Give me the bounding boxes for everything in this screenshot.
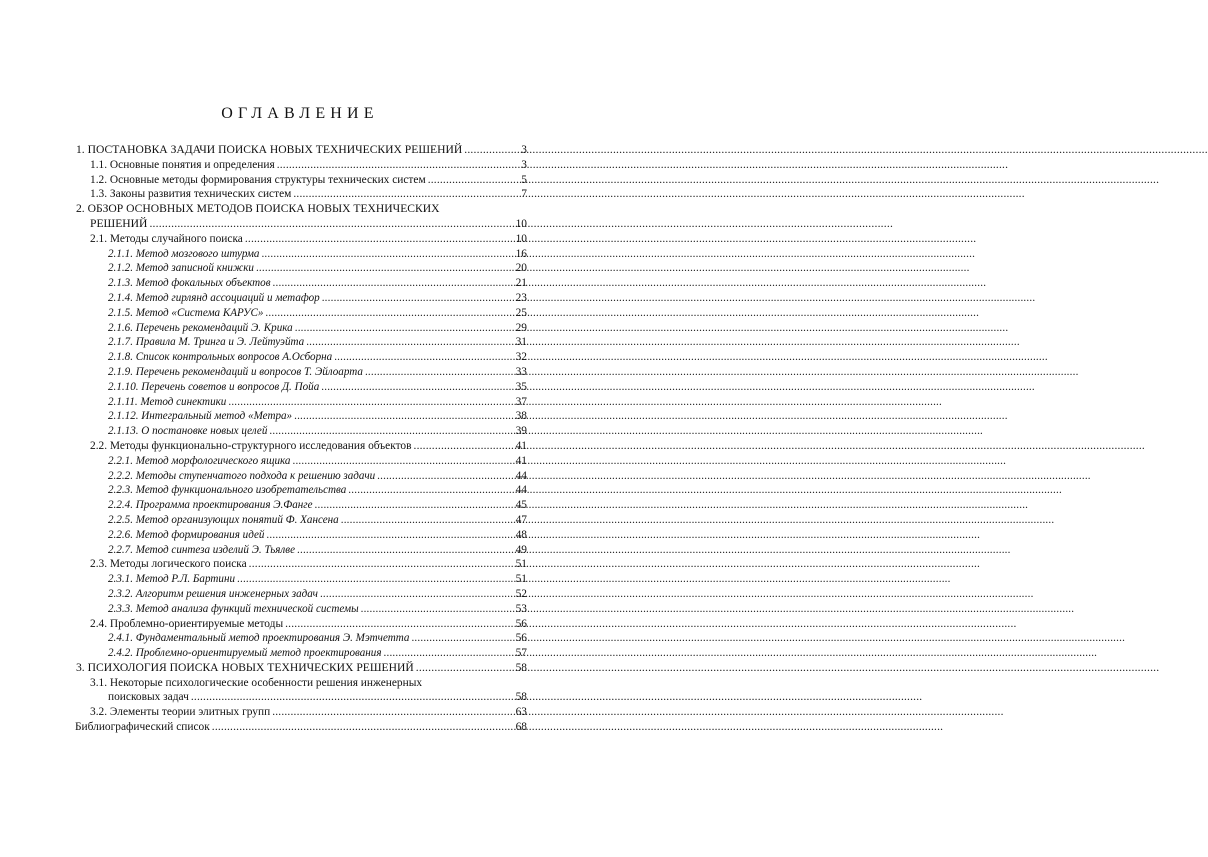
toc-entry-page-number: 51 bbox=[515, 573, 527, 586]
toc-entry[interactable] bbox=[0, 631, 600, 646]
toc-entry-title: 2.4.1. Фундаментальный метод проектирования Э. Мэтчетта bbox=[108, 632, 410, 645]
toc-entry[interactable] bbox=[0, 454, 600, 469]
dot-leader bbox=[341, 513, 514, 528]
toc-entry[interactable] bbox=[0, 705, 600, 720]
toc-entry-page-number: 35 bbox=[515, 380, 527, 393]
dot-leader bbox=[228, 395, 513, 410]
toc-entry[interactable] bbox=[0, 498, 600, 513]
toc-entry-page-number: 56 bbox=[515, 617, 527, 630]
dot-leader bbox=[249, 557, 514, 572]
toc-entry[interactable] bbox=[0, 469, 600, 484]
toc-entry-title: 2.1.13. О постановке новых целей bbox=[108, 425, 268, 438]
toc-entry-page-number: 38 bbox=[515, 410, 527, 423]
dot-leader bbox=[256, 261, 514, 276]
dot-leader bbox=[334, 350, 513, 365]
toc-entry-page-number: 53 bbox=[515, 602, 527, 615]
toc-entry-page-number: 57 bbox=[515, 647, 527, 660]
dot-leader bbox=[261, 247, 513, 262]
dot-leader bbox=[322, 291, 514, 306]
toc-entry[interactable] bbox=[0, 439, 600, 454]
dot-leader bbox=[191, 690, 514, 705]
dot-leader bbox=[295, 321, 514, 336]
toc-entry-page-number: 58 bbox=[515, 661, 527, 674]
toc-entry-title: 2.1.3. Метод фокальных объектов bbox=[108, 277, 271, 290]
toc-entry-title: 3.2. Элементы теории элитных групп bbox=[90, 706, 271, 719]
toc-entry[interactable] bbox=[0, 321, 600, 336]
toc-entry[interactable] bbox=[0, 676, 600, 706]
toc-entry[interactable] bbox=[0, 617, 600, 632]
toc-entry-page-number: 25 bbox=[515, 306, 527, 319]
dot-leader bbox=[365, 365, 514, 380]
toc-entry-title: 2.1.7. Правила М. Тринга и Э. Лейтуэйта bbox=[108, 336, 305, 349]
toc-entry-page-number: 58 bbox=[515, 691, 527, 704]
toc-entry-title-line2: поисковых задач bbox=[108, 691, 189, 704]
toc-entry-title: 2.2.7. Метод синтеза изделий Э. Тьялве bbox=[108, 543, 295, 556]
toc-entry-title: 2.1.4. Метод гирлянд ассоциаций и метафор bbox=[108, 291, 320, 304]
toc-entry[interactable] bbox=[0, 261, 600, 276]
dot-leader bbox=[245, 232, 514, 247]
dot-leader bbox=[269, 424, 513, 439]
dot-leader bbox=[237, 572, 514, 587]
toc-entry[interactable] bbox=[0, 543, 600, 558]
dot-leader bbox=[285, 617, 513, 632]
toc-entry[interactable] bbox=[0, 380, 600, 395]
toc-entry[interactable] bbox=[0, 247, 600, 262]
dot-leader bbox=[315, 498, 514, 513]
toc-entry[interactable] bbox=[0, 424, 600, 439]
toc-entry[interactable] bbox=[0, 661, 600, 676]
toc-entry-page-number: 52 bbox=[515, 587, 527, 600]
toc-entry[interactable] bbox=[0, 187, 600, 202]
toc-entry-title: 2.1.6. Перечень рекомендаций Э. Крика bbox=[108, 321, 293, 334]
dot-leader bbox=[273, 276, 514, 291]
document-page bbox=[0, 0, 600, 857]
toc-entry-title: 2.1.2. Метод записной книжки bbox=[108, 262, 254, 275]
toc-entry-page-number: 45 bbox=[515, 499, 527, 512]
toc-entry-page-number: 10 bbox=[515, 232, 527, 245]
toc-entry-title: 1. ПОСТАНОВКА ЗАДАЧИ ПОИСКА НОВЫХ ТЕХНИЧЕСКИХ РЕШЕНИЙ bbox=[76, 143, 463, 156]
toc-entry-page-number: 39 bbox=[515, 425, 527, 438]
toc-entry-page-number: 44 bbox=[515, 484, 527, 497]
dot-leader bbox=[414, 439, 514, 454]
dot-leader bbox=[411, 631, 513, 646]
toc-entry-page-number: 48 bbox=[515, 528, 527, 541]
toc-entry[interactable] bbox=[0, 306, 600, 321]
toc-entry-title: 2.1.10. Перечень советов и вопросов Д. Пойа bbox=[108, 380, 320, 393]
toc-entry[interactable] bbox=[0, 646, 600, 661]
toc-entry-title: 2.1.12. Интегральный метод «Метра» bbox=[108, 410, 293, 423]
toc-entry-page-number: 21 bbox=[515, 277, 527, 290]
toc-entry-page-number: 31 bbox=[515, 336, 527, 349]
dot-leader bbox=[212, 720, 514, 735]
toc-entry-title: 2.2.2. Методы ступенчатого подхода к решению задачи bbox=[108, 469, 376, 482]
toc-entry-page-number: 49 bbox=[515, 543, 527, 556]
toc-entry[interactable] bbox=[0, 335, 600, 350]
toc-entry-title: 1.2. Основные методы формирования структуры технических систем bbox=[90, 173, 426, 186]
toc-entry-title-line2: РЕШЕНИЙ bbox=[90, 216, 148, 230]
toc-entry-title: 2.3.1. Метод Р.Л. Бартини bbox=[108, 573, 235, 586]
toc-entry[interactable] bbox=[0, 173, 600, 188]
dot-leader bbox=[272, 705, 513, 720]
toc-entry[interactable] bbox=[0, 557, 600, 572]
toc-entry[interactable] bbox=[0, 202, 600, 232]
toc-entry[interactable] bbox=[0, 143, 600, 158]
toc-entry[interactable] bbox=[0, 528, 600, 543]
toc-entry-page-number: 29 bbox=[515, 321, 527, 334]
toc-entry-page-number: 41 bbox=[515, 439, 527, 452]
dot-leader bbox=[265, 306, 513, 321]
table-of-contents bbox=[0, 143, 600, 735]
toc-entry-page-number: 68 bbox=[515, 721, 527, 734]
toc-entry-title: 1.1. Основные понятия и определения bbox=[90, 158, 275, 171]
toc-entry-title-line1: 2. ОБЗОР ОСНОВНЫХ МЕТОДОВ ПОИСКА НОВЫХ ТЕХНИЧЕСКИХ bbox=[76, 202, 440, 216]
toc-entry-page-number: 32 bbox=[515, 351, 527, 364]
toc-entry-title: 2.3. Методы логического поиска bbox=[90, 558, 247, 571]
toc-entry-page-number: 16 bbox=[515, 247, 527, 260]
toc-entry-page-number: 56 bbox=[515, 632, 527, 645]
toc-entry-page-number: 41 bbox=[515, 454, 527, 467]
toc-entry[interactable] bbox=[0, 587, 600, 602]
dot-leader bbox=[348, 483, 513, 498]
dot-leader bbox=[464, 143, 519, 158]
toc-entry-title: 2.3.2. Алгоритм решения инженерных задач bbox=[108, 587, 318, 600]
dot-leader bbox=[377, 469, 513, 484]
dot-leader bbox=[384, 646, 514, 661]
toc-entry-page-number: 33 bbox=[515, 365, 527, 378]
dot-leader bbox=[294, 409, 514, 424]
toc-entry-title: 2.4. Проблемно-ориентируемые методы bbox=[90, 617, 284, 630]
dot-leader bbox=[293, 187, 519, 202]
toc-entry-page-number: 23 bbox=[515, 291, 527, 304]
toc-entry[interactable] bbox=[0, 365, 600, 380]
toc-entry-title: 2.2.5. Метод организующих понятий Ф. Хансена bbox=[108, 513, 339, 526]
toc-entry-page-number: 44 bbox=[515, 469, 527, 482]
toc-entry[interactable] bbox=[0, 232, 600, 247]
toc-entry[interactable] bbox=[0, 395, 600, 410]
toc-entry[interactable] bbox=[0, 409, 600, 424]
dot-leader bbox=[297, 543, 514, 558]
dot-leader bbox=[306, 335, 513, 350]
toc-entry-page-number: 10 bbox=[515, 217, 527, 230]
dot-leader bbox=[320, 587, 514, 602]
toc-entry-page-number: 7 bbox=[521, 188, 527, 201]
toc-entry[interactable] bbox=[0, 291, 600, 306]
toc-entry-title: 2.2.1. Метод морфологического ящика bbox=[108, 454, 291, 467]
toc-entry[interactable] bbox=[0, 602, 600, 617]
toc-entry-title: 2.1.8. Список контрольных вопросов А.Осборна bbox=[108, 351, 333, 364]
toc-entry-title: 1.3. Законы развития технических систем bbox=[90, 188, 292, 201]
dot-leader bbox=[277, 158, 520, 173]
toc-entry-page-number: 20 bbox=[515, 262, 527, 275]
dot-leader bbox=[428, 173, 520, 188]
toc-entry[interactable] bbox=[0, 276, 600, 291]
toc-entry[interactable] bbox=[0, 572, 600, 587]
toc-entry-page-number: 37 bbox=[515, 395, 527, 408]
dot-leader bbox=[149, 217, 513, 232]
toc-entry-title: 2.1.9. Перечень рекомендаций и вопросов Т. Эйлоарта bbox=[108, 365, 363, 378]
toc-entry[interactable] bbox=[0, 158, 600, 173]
toc-entry-title: 2.4.2. Проблемно-ориентируемый метод проектирования bbox=[108, 647, 382, 660]
toc-entry-title: 2.1.1. Метод мозгового штурма bbox=[108, 247, 260, 260]
dot-leader bbox=[416, 661, 514, 676]
toc-entry-title: 2.2. Методы функционально-структурного исследования объектов bbox=[90, 439, 412, 452]
toc-entry[interactable] bbox=[0, 483, 600, 498]
toc-entry-title: 2.3.3. Метод анализа функций технической системы bbox=[108, 602, 359, 615]
toc-entry-page-number: 5 bbox=[521, 173, 527, 186]
dot-leader bbox=[266, 528, 513, 543]
toc-entry-title-line1: 3.1. Некоторые психологические особенности решения инженерных bbox=[90, 676, 423, 689]
toc-entry[interactable] bbox=[0, 350, 600, 365]
toc-entry-page-number: 3 bbox=[521, 144, 527, 156]
toc-entry-page-number: 51 bbox=[515, 558, 527, 571]
toc-entry-page-number: 3 bbox=[521, 158, 527, 171]
toc-entry-title: 2.1. Методы случайного поиска bbox=[90, 232, 243, 245]
dot-leader bbox=[292, 454, 513, 469]
toc-entry-title: 3. ПСИХОЛОГИЯ ПОИСКА НОВЫХ ТЕХНИЧЕСКИХ РЕШЕНИЙ bbox=[76, 660, 414, 674]
toc-heading: ОГЛАВЛЕНИЕ bbox=[221, 105, 379, 122]
toc-entry[interactable] bbox=[0, 720, 600, 735]
dot-leader bbox=[321, 380, 513, 395]
toc-entry-title: 2.1.11. Метод синектики bbox=[108, 395, 227, 408]
toc-entry-title: 2.2.6. Метод формирования идей bbox=[108, 528, 265, 541]
toc-entry-title: Библиографический список bbox=[75, 721, 210, 734]
toc-entry-title: 2.2.3. Метод функционального изобретательства bbox=[108, 484, 347, 497]
toc-entry-title: 2.1.5. Метод «Система КАРУС» bbox=[108, 306, 264, 319]
toc-entry-page-number: 47 bbox=[515, 513, 527, 526]
dot-leader bbox=[361, 602, 514, 617]
toc-entry[interactable] bbox=[0, 513, 600, 528]
toc-entry-page-number: 63 bbox=[515, 706, 527, 719]
toc-entry-title: 2.2.4. Программа проектирования Э.Фанге bbox=[108, 499, 313, 512]
